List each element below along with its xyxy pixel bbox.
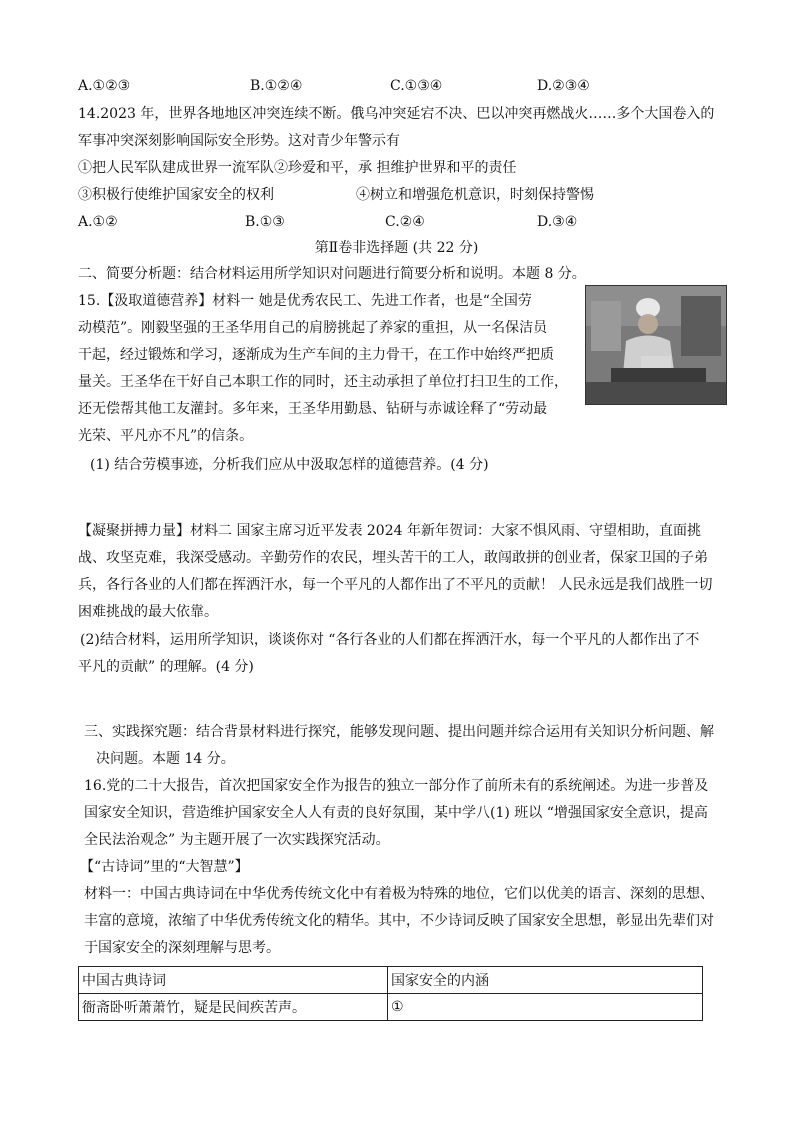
q15-material1-line-5: 还无偿帮其他工友灌封。多年来，王圣华用勤恳、钻研与赤诚诠释了“劳动最 (78, 401, 548, 417)
q16-subheading: 【“古诗词”里的“大智慧”】 (80, 859, 249, 875)
q14-stem-line-2: 军事冲突深刻影响国际安全形势。这对青少年警示有 (78, 133, 400, 149)
q15-material2-line-4: 困难挑战的最大依靠。 (78, 604, 218, 620)
worker-photo (585, 285, 727, 405)
table-header-poetry: 中国古典诗词 (79, 967, 388, 994)
table-header-row (79, 967, 703, 994)
q15-sub-question-2-line-1: (2)结合材料，运用所学知识，谈谈你对 “各行各业的人们都在挥洒汗水，每一个平凡的人都作出了不 (80, 632, 700, 648)
table-row (79, 994, 703, 1021)
q15-sub-question-1: (1) 结合劳模事迹，分析我们应从中汲取怎样的道德营养。(4 分) (90, 457, 489, 473)
q14-option-a: A.①② (78, 214, 118, 230)
q15-material1-line-6: 光荣、平凡亦不凡”的信条。 (78, 428, 254, 444)
q16-stem-line-3: 全民法治观念” 为主题开展了一次实践探究活动。 (84, 832, 390, 848)
section3-heading-line-1: 三、实践探究题：结合背景材料进行探究，能够发现问题、提出问题并综合运用有关知识分析问题、解 (84, 724, 714, 740)
q16-stem-line-2: 国家安全知识，营造维护国家安全人人有责的良好氛围，某中学八(1) 班以 “增强国家安全意识，提高 (84, 805, 708, 821)
q13-option-a: A.①②③ (78, 78, 131, 94)
q15-material2-line-3: 兵，各行各业的人们都在挥洒汗水，每一个平凡的人都作出了不平凡的贡献！ 人民永远是我们战胜一切 (78, 577, 713, 593)
q14-option-d: D.③④ (537, 214, 578, 230)
q14-stem-line-1: 14.2023 年，世界各地地区冲突连续不断。俄乌冲突延宕不决、巴以冲突再燃战火……多个大国卷入的 (78, 106, 715, 122)
q14-items-1-2: ①把人民军队建成世界一流军队②珍爱和平，承 担维护世界和平的责任 (78, 160, 517, 176)
q16-material1-line-1: 材料一：中国古典诗词在中华优秀传统文化中有着极为特殊的地位，它们以优美的语言、深刻的思想、 (84, 886, 714, 902)
table-cell-poem: 衙斋卧听萧萧竹，疑是民间疾苦声。 (79, 994, 388, 1021)
q15-sub-question-2-line-2: 平凡的贡献” 的理解。(4 分) (78, 659, 254, 675)
poetry-security-table (78, 966, 703, 1021)
part2-title: 第Ⅱ卷非选择题 (共 22 分) (314, 240, 479, 256)
q15-material1-line-1: 15.【汲取道德营养】材料一 她是优秀农民工、先进工作者，也是“全国劳 (78, 293, 532, 309)
q16-stem-line-1: 16.党的二十大报告，首次把国家安全作为报告的独立一部分作了前所未有的系统阐述。为进一步普及 (84, 778, 709, 794)
section3-heading-line-2: 决问题。本题 14 分。 (96, 751, 235, 767)
q14-option-c: C.②④ (385, 214, 425, 230)
q14-item-3: ③积极行使维护国家安全的权利 (78, 187, 274, 203)
q14-item-4: ④树立和增强危机意识，时刻保持警惕 (356, 187, 594, 203)
q15-material1-line-3: 干起，经过锻炼和学习，逐渐成为生产车间的主力骨干，在工作中始终严把质 (78, 347, 554, 363)
q13-option-b: B.①②④ (250, 78, 303, 94)
q15-material1-line-4: 量关。王圣华在干好自己本职工作的同时，还主动承担了单位打扫卫生的工作， (78, 374, 568, 390)
section2-heading: 二、简要分析题：结合材料运用所学知识对问题进行简要分析和说明。本题 8 分。 (78, 266, 586, 282)
q13-option-d: D.②③④ (537, 78, 590, 94)
table-header-meaning: 国家安全的内涵 (388, 967, 703, 994)
q15-material2-line-2: 战、攻坚克难，我深受感动。辛勤劳作的农民，埋头苦干的工人，敢闯敢拼的创业者，保家卫国的子弟 (78, 550, 708, 566)
q16-material1-line-2: 丰富的意境，浓缩了中华优秀传统文化的精华。其中，不少诗词反映了国家安全思想，彰显出先辈们对 (84, 913, 714, 929)
table-cell-answer-blank: ① (388, 994, 703, 1021)
q15-material1-line-2: 动模范”。刚毅坚强的王圣华用自己的肩膀挑起了养家的重担，从一名保洁员 (78, 320, 548, 336)
q15-material2-line-1: 【凝聚拼搏力量】材料二 国家主席习近平发表 2024 年新年贺词：大家不惧风雨、守望相助，直面挑 (78, 523, 701, 539)
q14-option-b: B.①③ (245, 214, 285, 230)
q13-option-c: C.①③④ (390, 78, 443, 94)
q16-material1-line-3: 于国家安全的深刻理解与思考。 (84, 940, 280, 956)
